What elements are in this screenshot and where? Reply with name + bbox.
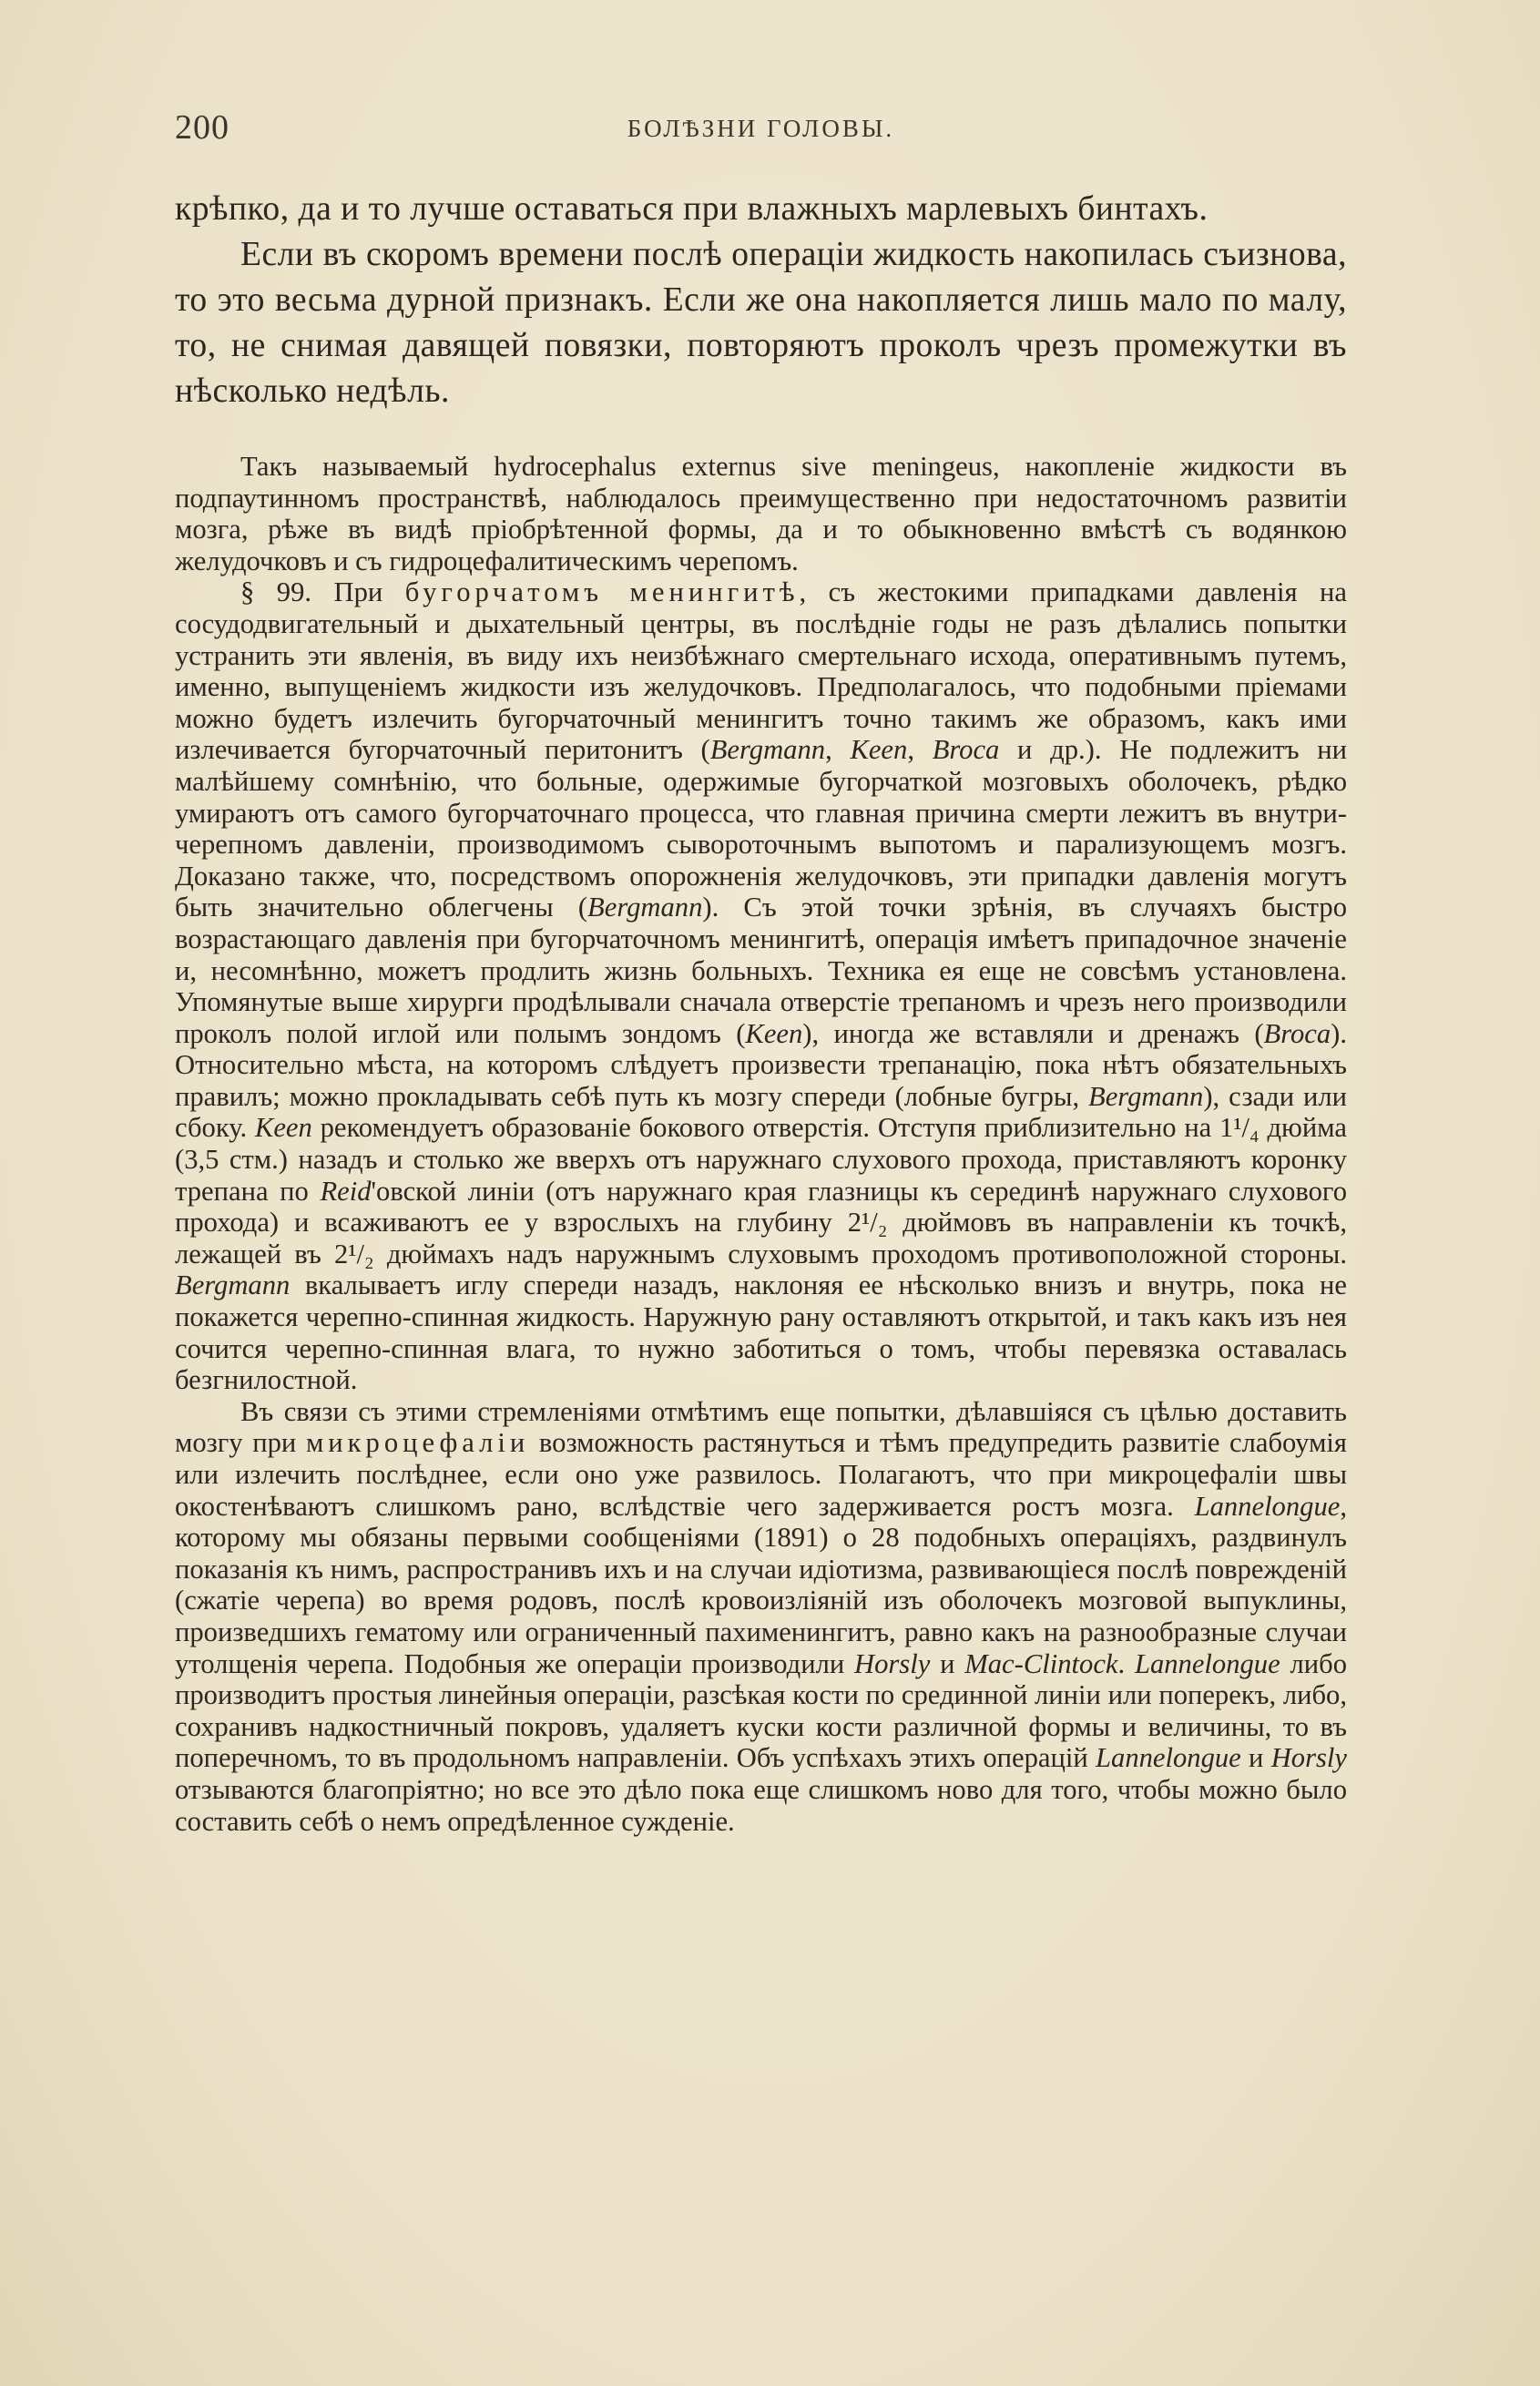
small-text-section bbox=[175, 451, 1347, 1837]
author-name: Mac-Clintock bbox=[964, 1647, 1118, 1679]
running-title: БОЛѢЗНИ ГОЛОВЫ. bbox=[627, 115, 895, 142]
paragraph: Такъ называемый hydrocephalus externus sive meningeus, накопленіе жидкости въ подпаутинномъ пространствѣ, наблюдалось преимущественно при недостаточномъ развитіи мозга, рѣже въ видѣ пріобрѣтенной формы, да и то обыкновенно вмѣстѣ съ водянкою желудочковъ и съ гидроцефалитическимъ черепомъ. bbox=[175, 451, 1347, 576]
author-name: Keen bbox=[254, 1112, 312, 1144]
text-run: ). Съ этой точки зрѣнія, въ случаяхъ быстро возрастающаго давленія при бугорчаточномъ менингитѣ, операція имѣетъ припадочное значеніе и, несомнѣнно, можетъ продлить жизнь больныхъ. Техника ея еще не совсѣмъ установлена. Упомянутые выше хирурги продѣлывали сначала отверстіе трепаномъ и чрезъ него производили проколъ полой иглой или полымъ зондомъ ( bbox=[175, 892, 1347, 1049]
text-run: , съ жестокими припадками давленія на сосудодвигательный и дыхательный центры, въ послѣдніе годы не разъ дѣлались попытки устранить эти явленія, въ виду ихъ неизбѣжнаго смертельнаго исхода, оперативнымъ путемъ, именно, выпущеніемъ жидкости изъ желудочковъ. Предполагалось, что подобными пріемами можно будетъ излечить бугорчаточный менингитъ точно такимъ же образомъ, какъ ими излечивается бугорчаточный перитонитъ ( bbox=[175, 576, 1348, 766]
large-text-section bbox=[175, 187, 1347, 414]
author-name: Reid bbox=[320, 1175, 372, 1207]
author-name: Lannelongue bbox=[1194, 1490, 1341, 1522]
paragraph: крѣпко, да и то лучше оставаться при влажныхъ марлевыхъ бинтахъ. bbox=[175, 190, 1209, 228]
text-run: возможность растянуться и тѣмъ предупредить развитіе слабоумія или излечить послѣднее, если оно уже развилось. Полагаютъ, что при микроцефаліи швы окостенѣваютъ слишкомъ рано, вслѣдствіе чего задерживается ростъ мозга. bbox=[175, 1427, 1347, 1522]
term-microcephaly: микроцефаліи bbox=[305, 1427, 530, 1459]
text-run: , bbox=[825, 734, 851, 766]
author-name: Broca bbox=[932, 734, 1000, 766]
text-run: . bbox=[1117, 1647, 1135, 1679]
text-run: отзываются благопріятно; но все это дѣло пока еще слишкомъ ново для того, чтобы можно было составить себѣ о немъ опредѣленное сужденіе. bbox=[175, 1773, 1347, 1837]
text-run: ), иногда же вставляли и дренажъ ( bbox=[802, 1017, 1264, 1049]
author-name: Broca bbox=[1263, 1017, 1331, 1049]
text-run: Въ связи съ этими стремленіями отмѣтимъ еще попытки, дѣлавшіяся съ цѣлью доставить мозгу при bbox=[175, 1395, 1347, 1459]
author-name: Horsly bbox=[854, 1647, 931, 1679]
microcephaly-paragraph bbox=[175, 1396, 1347, 1837]
text-run: и др.). Не подлежитъ ни малѣйшему сомнѣнію, что больные, одержимые бугорчаткой мозговыхъ оболочекъ, рѣдко умираютъ отъ самого бугорчаточнаго процесса, что главная причина смерти лежитъ въ внутри-черепномъ давленіи, производимомъ сывороточнымъ выпотомъ и парализующемъ мозгъ. Доказано также, что, посредствомъ опорожненія желудочковъ, эти припадки давленія могутъ быть значительно облегчены ( bbox=[175, 734, 1347, 923]
text-run: рекомендуетъ образованіе бокового отверстія. Отступя приблизительно на 1¹/₄ дюйма (3,5 стм.) назадъ и столько же вверхъ отъ наружнаго слухового прохода, приставляютъ коронку трепана по bbox=[175, 1112, 1347, 1207]
text-run: ), сзади или сбоку. bbox=[175, 1080, 1347, 1144]
author-name: Horsly bbox=[1270, 1742, 1347, 1774]
text-run: ). Относительно мѣста, на которомъ слѣдуетъ произвести трепанацію, пока нѣтъ обязательныхъ правилъ; можно прокладывать себѣ путь къ мозгу спереди (лобные бугры, bbox=[175, 1017, 1347, 1112]
page-number: 200 bbox=[175, 108, 229, 147]
text-run: и bbox=[1240, 1742, 1271, 1774]
text-run: вкалываетъ иглу спереди назадъ, наклоняя ее нѣсколько внизъ и внутрь, пока не покажется черепно-спинная жидкость. Наружную рану оставляютъ открытой, и такъ какъ изъ нея сочится черепно-спинная влага, то нужно заботиться о томъ, чтобы перевязка оставалась безгнилостной. bbox=[175, 1269, 1347, 1396]
author-name: Keen bbox=[745, 1017, 803, 1049]
term-tuberculous-meningitis: бугорчатомъ менингитѣ bbox=[404, 576, 800, 608]
section-99-paragraph bbox=[175, 576, 1347, 1395]
paragraph: Если въ скоромъ времени послѣ операціи жидкость накопилась съизнова, то это весьма дурной признакъ. Если же она накопляется лишь мало по малу, то, не снимая давящей повязки, повторяютъ проколъ чрезъ промежутки въ нѣсколько недѣль. bbox=[175, 236, 1347, 410]
text-run: При bbox=[311, 576, 405, 608]
author-name: Bergmann bbox=[587, 892, 703, 923]
page-header bbox=[175, 107, 1347, 148]
author-name: Lannelongue bbox=[1096, 1742, 1241, 1774]
section-number: § 99. bbox=[240, 576, 312, 608]
author-name: Bergmann bbox=[1088, 1080, 1204, 1112]
text-run: и bbox=[930, 1647, 965, 1679]
text-run: либо производитъ простыя линейныя операціи, разсѣкая кости по срединной линіи или поперекъ, либо, сохранивъ надкостничный покровъ, удаляетъ куски кости различной формы и величины, то въ поперечномъ, то въ продольномъ направленіи. Объ успѣхахъ этихъ операцій bbox=[175, 1647, 1348, 1774]
author-name: Bergmann bbox=[175, 1269, 291, 1301]
author-name: Keen bbox=[850, 734, 908, 766]
text-run: , bbox=[907, 734, 933, 766]
text-run: 'овской линіи (отъ наружнаго края глазницы къ серединѣ наружнаго слухового прохода) и всаживаютъ ее у взрослыхъ на глубину 2¹/₂ дюймовъ въ направленіи къ точкѣ, лежащей въ 2¹/₂ дюймахъ надъ наружнымъ слуховымъ проходомъ противоположной стороны. bbox=[175, 1175, 1347, 1269]
page-body bbox=[175, 187, 1347, 1837]
text-run: , которому мы обязаны первыми сообщеніями (1891) о 28 подобныхъ операціяхъ, раздвинулъ показанія къ нимъ, распространивъ ихъ и на случаи идіотизма, развивающіеся послѣ поврежденій (сжатіе черепа) во время родовъ, послѣ кровоизліяній изъ оболочекъ мозговой выпуклины, произведшихъ гематому или ограниченный пахименингитъ, равно какъ на разнообразные случаи утолщенія черепа. Подобныя же операціи производили bbox=[175, 1490, 1347, 1679]
author-name: Lannelongue bbox=[1134, 1647, 1280, 1679]
author-name: Bergmann bbox=[709, 734, 826, 766]
